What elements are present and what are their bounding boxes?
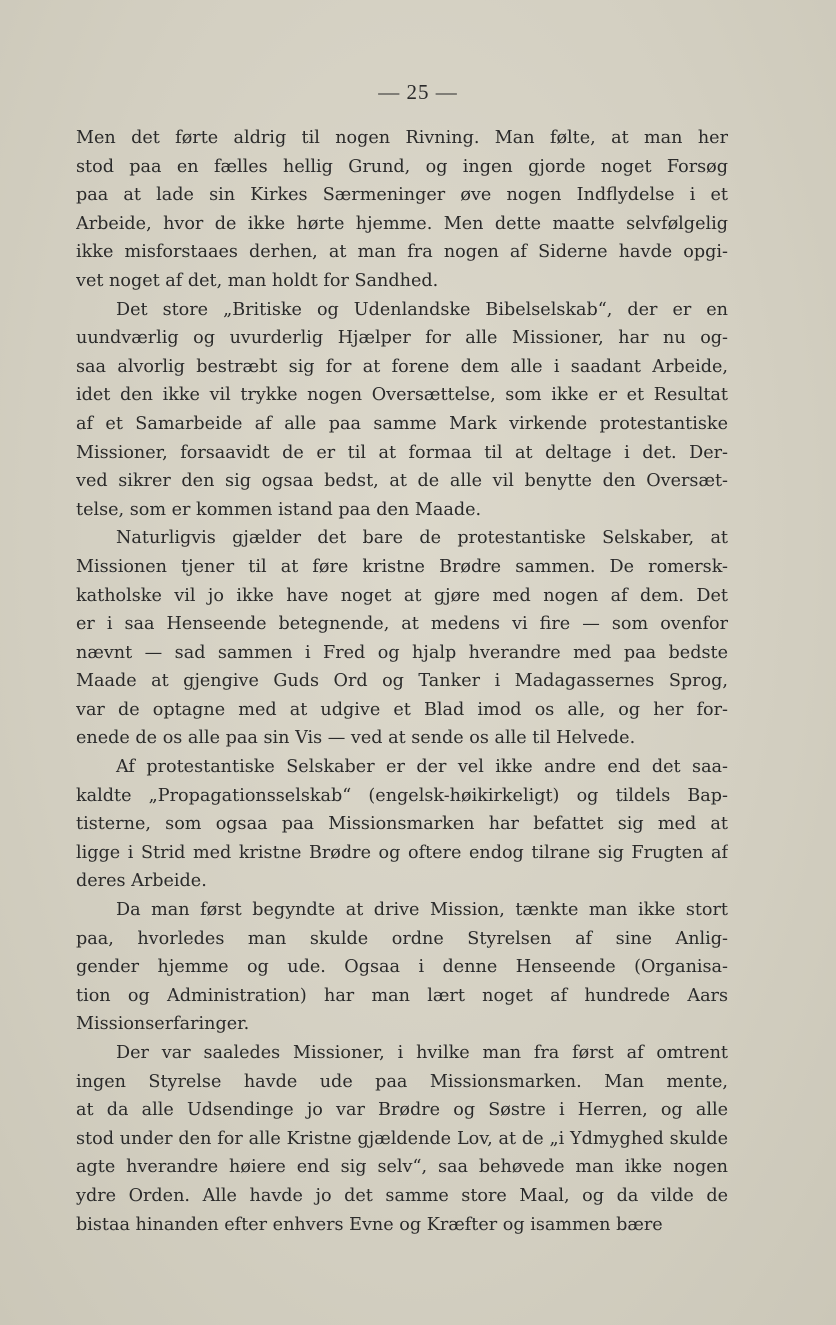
text-line: af et Samarbeide af alle paa samme Mark virkende protestantiske	[76, 413, 728, 434]
text-line: er i saa Henseende betegnende, at medens vi fire — som ovenfor	[76, 614, 728, 635]
text-line: Da man først begyndte at drive Mission, tænkte man ikke stort	[116, 900, 728, 921]
text-line: enede de os alle paa sin Vis — ved at sende os alle til Helvede.	[76, 728, 636, 749]
text-line: deres Arbeide.	[76, 871, 207, 892]
text-line: kaldte „Propagationsselskab“ (engelsk-høikirkeligt) og tildels Bap-	[76, 785, 728, 806]
text-line: paa, hvorledes man skulde ordne Styrelsen af sine Anlig-	[76, 928, 728, 949]
paragraph	[76, 896, 728, 1039]
text-line: idet den ikke vil trykke nogen Oversættelse, som ikke er et Resultat	[76, 385, 728, 406]
text-line: at da alle Udsendinge jo var Brødre og Søstre i Herren, og alle	[76, 1100, 728, 1121]
paragraph	[76, 1039, 728, 1239]
text-line: stod under den for alle Kristne gjældende Lov, at de „i Ydmyghed skulde	[76, 1128, 728, 1149]
text-line: Der var saaledes Missioner, i hvilke man fra først af omtrent	[116, 1043, 728, 1063]
page-number: — 25 —	[378, 80, 458, 104]
text-line: agte hverandre høiere end sig selv“, saa behøvede man ikke nogen	[76, 1157, 728, 1178]
text-line: katholske vil jo ikke have noget at gjøre med nogen af dem. Det	[76, 585, 728, 606]
text-line: Arbeide, hvor de ikke hørte hjemme. Men dette maatte selvfølgelig	[76, 213, 728, 234]
text-line: vet noget af det, man holdt for Sandhed.	[76, 270, 439, 291]
paragraph	[76, 296, 728, 525]
text-line: tion og Administration) har man lært noget af hundrede Aars	[76, 985, 728, 1006]
text-line: uundværlig og uvurderlig Hjælper for alle Missioner, har nu og-	[76, 328, 728, 349]
text-line: ydre Orden. Alle havde jo det samme store Maal, og da vilde de	[76, 1185, 728, 1206]
text-line: Af protestantiske Selskaber er der vel ikke andre end det saa-	[116, 757, 728, 778]
text-line: telse, som er kommen istand paa den Maade.	[76, 499, 482, 520]
text-line: Missionen tjener til at føre kristne Brødre sammen. De romersk-	[76, 556, 728, 577]
text-line: var de optagne med at udgive et Blad imod os alle, og her for-	[76, 699, 728, 720]
text-line: Maade at gjengive Guds Ord og Tanker i Madagassernes Sprog,	[76, 671, 728, 692]
text-line: Missionserfaringer.	[76, 1014, 250, 1035]
paragraph	[76, 124, 728, 296]
text-line: Naturligvis gjælder det bare de protestantiske Selskaber, at	[116, 528, 728, 549]
body-text	[76, 124, 728, 1239]
paragraph	[76, 753, 728, 896]
text-line: ikke misforstaaes derhen, at man fra nogen af Siderne havde opgi-	[76, 242, 728, 263]
text-line: stod paa en fælles hellig Grund, og ingen gjorde noget Forsøg	[76, 156, 728, 177]
text-line: ved sikrer den sig ogsaa bedst, at de alle vil benytte den Oversæt-	[76, 471, 728, 492]
text-line: ingen Styrelse havde ude paa Missionsmarken. Man mente,	[76, 1071, 728, 1092]
paragraph	[76, 524, 728, 753]
text-line: paa at lade sin Kirkes Særmeninger øve nogen Indflydelse i et	[76, 185, 728, 206]
text-line: Det store „Britiske og Udenlandske Bibelselskab“, der er en	[116, 299, 728, 320]
text-line: bistaa hinanden efter enhvers Evne og Kræfter og isammen bære	[76, 1214, 663, 1235]
text-line: saa alvorlig bestræbt sig for at forene dem alle i saadant Arbeide,	[76, 356, 728, 377]
text-line: tisterne, som ogsaa paa Missionsmarken har befattet sig med at	[76, 814, 728, 835]
text-line: Missioner, forsaavidt de er til at formaa til at deltage i det. Der-	[76, 442, 728, 463]
text-line: gender hjemme og ude. Ogsaa i denne Henseende (Organisa-	[76, 957, 728, 978]
text-line: Men det førte aldrig til nogen Rivning. Man følte, at man her	[76, 128, 728, 148]
text-line: ligge i Strid med kristne Brødre og oftere endog tilrane sig Frugten af	[76, 842, 728, 863]
text-line: nævnt — sad sammen i Fred og hjalp hverandre med paa bedste	[76, 642, 728, 663]
